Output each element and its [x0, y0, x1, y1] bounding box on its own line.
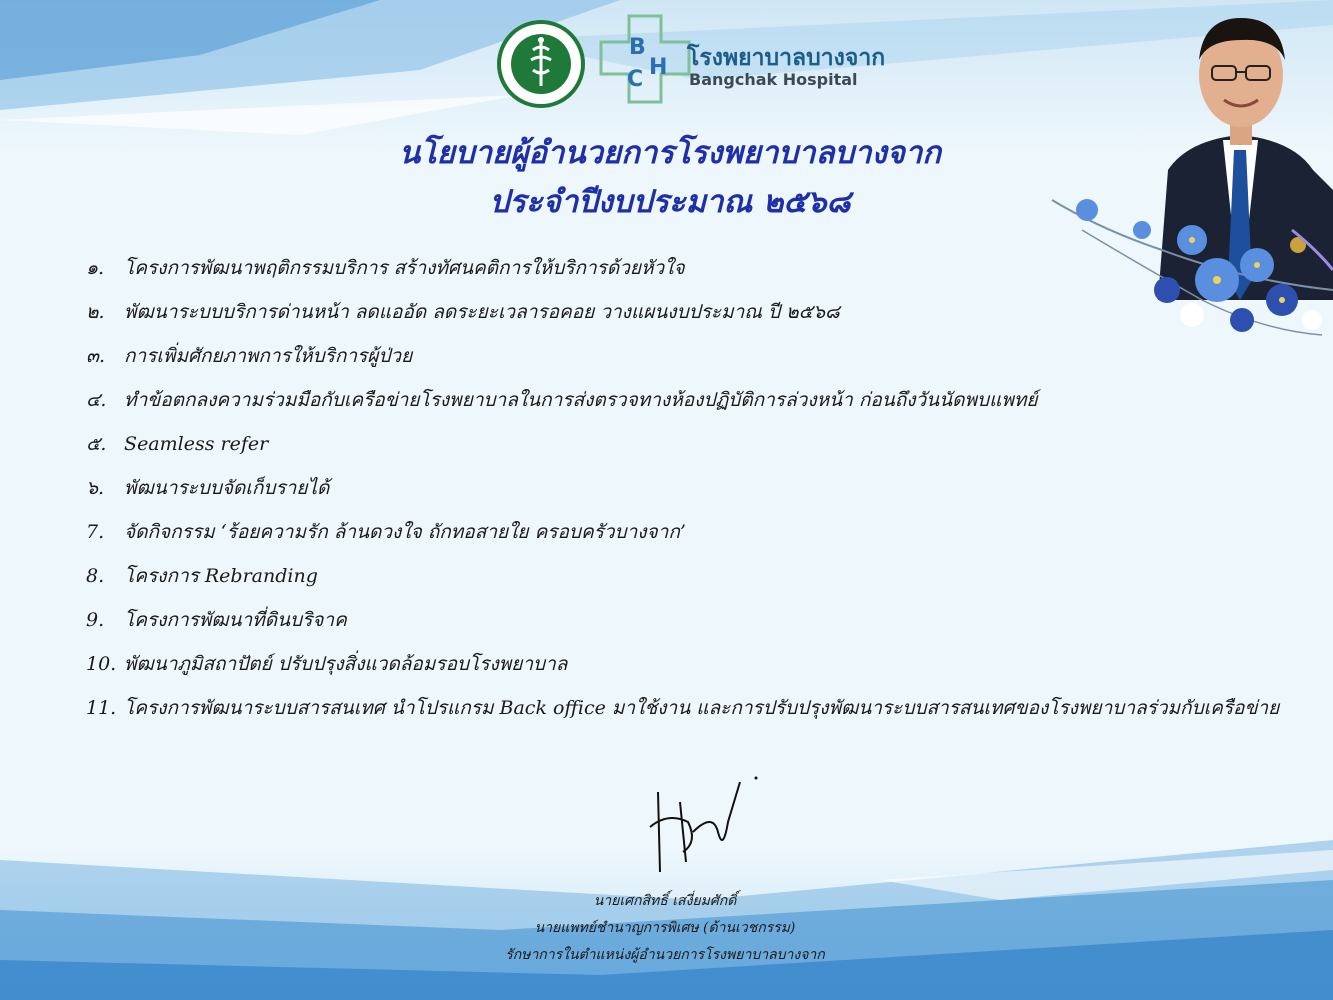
policy-text: Seamless refer	[124, 433, 269, 455]
list-item	[86, 378, 1306, 422]
policy-text: พัฒนาระบบบริการด่านหน้า ลดแออัด ลดระยะเวลารอคอย วางแผนงบประมาณ ปี ๒๕๖๘	[124, 301, 840, 323]
list-item	[86, 598, 1306, 642]
policy-number: 7.	[86, 521, 105, 543]
signatory-name: นายเศกสิทธิ์ เสงี่ยมศักดิ์	[593, 893, 737, 909]
page-title: นโยบายผู้อำนวยการโรงพยาบาลบางจาก	[398, 135, 942, 171]
hospital-seal-logo	[497, 20, 585, 108]
policy-list	[86, 246, 1306, 730]
policy-text: โครงการพัฒนาพฤติกรรมบริการ สร้างทัศนคติการให้บริการด้วยหัวใจ	[124, 257, 685, 279]
list-item	[86, 334, 1306, 378]
policy-text: การเพิ่มศักยภาพการให้บริการผู้ป่วย	[124, 345, 413, 367]
hospital-name-thai: โรงพยาบาลบางจาก	[687, 45, 886, 71]
policy-number: ๓.	[86, 345, 106, 367]
policy-number: ๖.	[86, 477, 105, 499]
list-item	[86, 510, 1306, 554]
policy-text: จัดกิจกรรม ‘ร้อยความรัก ล้านดวงใจ ถักทอสายใย ครอบครัวบางจาก’	[124, 521, 686, 543]
policy-number: 11.	[86, 697, 117, 719]
policy-text: ทำข้อตกลงความร่วมมือกับเครือข่ายโรงพยาบาลในการส่งตรวจทางห้องปฏิบัติการล่วงหน้า ก่อนถึงวันนัดพบแพทย์	[124, 389, 1038, 411]
policy-number: 8.	[86, 565, 105, 587]
svg-text:B: B	[629, 35, 646, 60]
list-item	[86, 422, 1306, 466]
policy-text: โครงการพัฒนาระบบสารสนเทศ นำโปรแกรม Back office มาใช้งาน และการปรับปรุงพัฒนาระบบสารสนเทศของโรงพยาบาลร่วมกับเครือข่าย	[124, 697, 1280, 719]
policy-text: พัฒนาภูมิสถาปัตย์ ปรับปรุงสิ่งแวดล้อมรอบโรงพยาบาล	[124, 653, 568, 675]
policy-number: ๔.	[86, 389, 107, 411]
svg-text:C: C	[627, 67, 644, 92]
signatory-acting-role: รักษาการในตำแหน่งผู้อำนวยการโรงพยาบาลบางจาก	[505, 947, 825, 963]
signature-block	[440, 888, 890, 969]
bch-logo	[599, 14, 691, 104]
list-item	[86, 686, 1306, 730]
policy-number: 10.	[86, 653, 117, 675]
policy-text: โครงการพัฒนาที่ดินบริจาค	[124, 609, 347, 631]
logo-bar	[497, 14, 886, 104]
handwritten-signature	[628, 772, 768, 882]
list-item	[86, 642, 1306, 686]
list-item	[86, 554, 1306, 598]
policy-number: ๒.	[86, 301, 105, 323]
list-item	[86, 466, 1306, 510]
list-item	[86, 290, 1306, 334]
hospital-name-english: Bangchak Hospital	[689, 70, 858, 89]
page-subtitle: ประจำปีงบประมาณ ๒๕๖๘	[489, 184, 851, 220]
policy-text: พัฒนาระบบจัดเก็บรายได้	[124, 477, 330, 499]
svg-text:H: H	[649, 55, 668, 80]
signatory-position: นายแพทย์ชำนาญการพิเศษ (ด้านเวชกรรม)	[534, 920, 796, 936]
policy-number: ๕.	[86, 433, 107, 455]
policy-text: โครงการ Rebranding	[124, 565, 318, 587]
policy-number: ๑.	[86, 257, 105, 279]
policy-number: 9.	[86, 609, 105, 631]
list-item	[86, 246, 1306, 290]
